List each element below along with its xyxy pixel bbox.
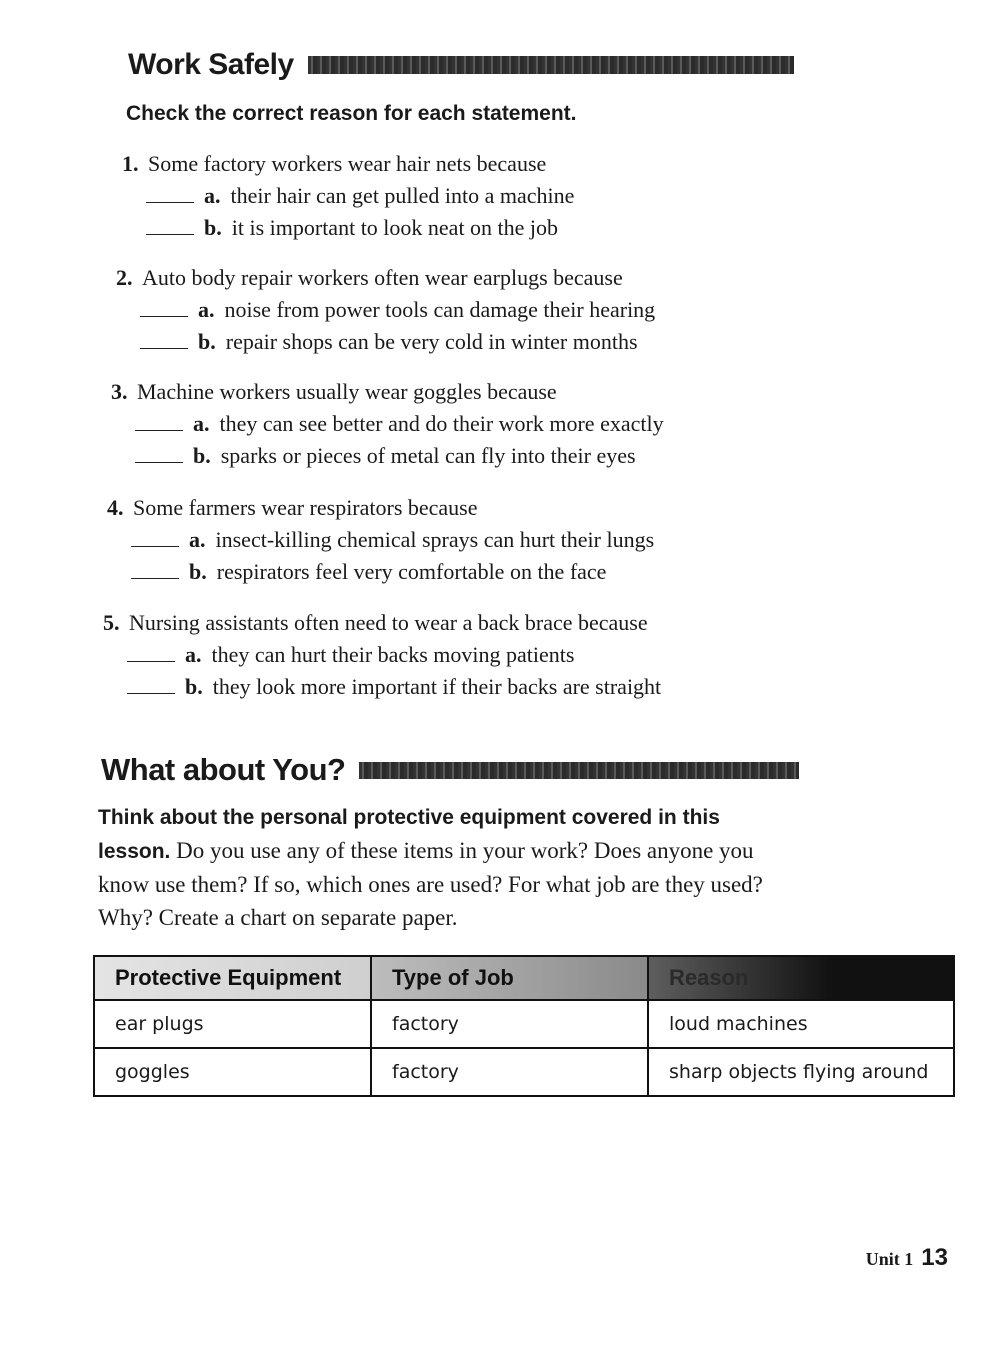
choice-letter: a. — [204, 183, 221, 208]
choice-letter: a. — [189, 527, 206, 552]
choice-text: sparks or pieces of metal can fly into their eyes — [220, 443, 636, 468]
heading-bar — [308, 56, 794, 74]
choice-b[interactable] — [122, 212, 574, 244]
table-cell: factory — [371, 1000, 648, 1048]
table-header-row — [94, 956, 954, 1000]
choice-text: insect-killing chemical sprays can hurt their lungs — [215, 527, 655, 552]
table-cell: loud machines — [648, 1000, 954, 1048]
table-cell: goggles — [94, 1048, 371, 1096]
choice-b[interactable] — [103, 671, 661, 703]
table-row — [94, 1048, 954, 1096]
question-4 — [107, 492, 654, 588]
choice-text: they can see better and do their work more exactly — [219, 411, 664, 436]
unit-label: Unit 1 — [865, 1249, 914, 1269]
choice-a[interactable] — [111, 408, 664, 440]
answer-blank[interactable] — [127, 673, 175, 694]
question-2 — [116, 262, 655, 358]
question-3 — [111, 376, 664, 472]
choice-text: it is important to look neat on the job — [231, 215, 559, 240]
instruction-text: Check the correct reason for each statement. — [126, 102, 577, 125]
answer-blank[interactable] — [140, 328, 188, 349]
work-safely-heading — [128, 48, 794, 82]
choice-text: they look more important if their backs are straight — [212, 674, 662, 699]
choice-text: their hair can get pulled into a machine — [230, 183, 575, 208]
choice-letter: b. — [193, 443, 211, 468]
choice-a[interactable] — [122, 180, 574, 212]
choice-letter: b. — [185, 674, 203, 699]
choice-a[interactable] — [103, 639, 661, 671]
question-1 — [122, 148, 574, 244]
answer-blank[interactable] — [131, 526, 179, 547]
choice-a[interactable] — [107, 524, 654, 556]
answer-blank[interactable] — [146, 182, 194, 203]
choice-b[interactable] — [107, 556, 654, 588]
page-footer — [866, 1244, 948, 1272]
table-cell: ear plugs — [94, 1000, 371, 1048]
header-type-of-job: Type of Job — [371, 956, 648, 1000]
question-5 — [103, 607, 661, 703]
heading-bar — [359, 762, 799, 779]
question-number: 5. — [103, 610, 120, 635]
page-number: 13 — [921, 1244, 948, 1271]
choice-letter: a. — [198, 297, 215, 322]
choice-letter: a. — [185, 642, 202, 667]
choice-text: repair shops can be very cold in winter months — [225, 329, 638, 354]
choice-a[interactable] — [116, 294, 655, 326]
choice-letter: b. — [189, 559, 207, 584]
question-stem: Machine workers usually wear goggles because — [137, 379, 557, 404]
question-number: 3. — [111, 379, 128, 404]
question-stem: Nursing assistants often need to wear a back brace because — [129, 610, 648, 635]
question-number: 1. — [122, 151, 139, 176]
header-protective-equipment: Protective Equipment — [94, 956, 371, 1000]
choice-letter: a. — [193, 411, 210, 436]
prompt-text: Do you use any of these items in your work? Does anyone you know use them? If so, which ones are used? For what job are they used? Why? Create a chart on separate paper. — [98, 838, 763, 930]
what-about-you-title: What about You? — [101, 752, 346, 787]
choice-letter: b. — [198, 329, 216, 354]
question-stem: Some factory workers wear hair nets because — [148, 151, 547, 176]
answer-blank[interactable] — [146, 214, 194, 235]
table-row — [94, 1000, 954, 1048]
answer-blank[interactable] — [135, 442, 183, 463]
what-about-you-prompt — [98, 800, 778, 934]
choice-text: respirators feel very comfortable on the face — [216, 559, 607, 584]
table-cell: sharp objects flying around — [648, 1048, 954, 1096]
header-reason: Reason — [648, 956, 954, 1000]
what-about-you-heading — [101, 752, 799, 788]
answer-blank[interactable] — [140, 296, 188, 317]
choice-b[interactable] — [111, 440, 664, 472]
answer-blank[interactable] — [127, 641, 175, 662]
equipment-table — [93, 955, 955, 1097]
choice-text: noise from power tools can damage their hearing — [224, 297, 656, 322]
question-stem: Auto body repair workers often wear earplugs because — [142, 265, 623, 290]
work-safely-title: Work Safely — [128, 48, 294, 81]
choice-letter: b. — [204, 215, 222, 240]
choice-text: they can hurt their backs moving patients — [211, 642, 575, 667]
answer-blank[interactable] — [135, 410, 183, 431]
table-cell: factory — [371, 1048, 648, 1096]
choice-b[interactable] — [116, 326, 655, 358]
prompt-bold: Think about the personal protective equipment covered in this lesson. — [98, 806, 720, 863]
question-number: 4. — [107, 495, 124, 520]
question-stem: Some farmers wear respirators because — [133, 495, 478, 520]
question-number: 2. — [116, 265, 133, 290]
answer-blank[interactable] — [131, 558, 179, 579]
